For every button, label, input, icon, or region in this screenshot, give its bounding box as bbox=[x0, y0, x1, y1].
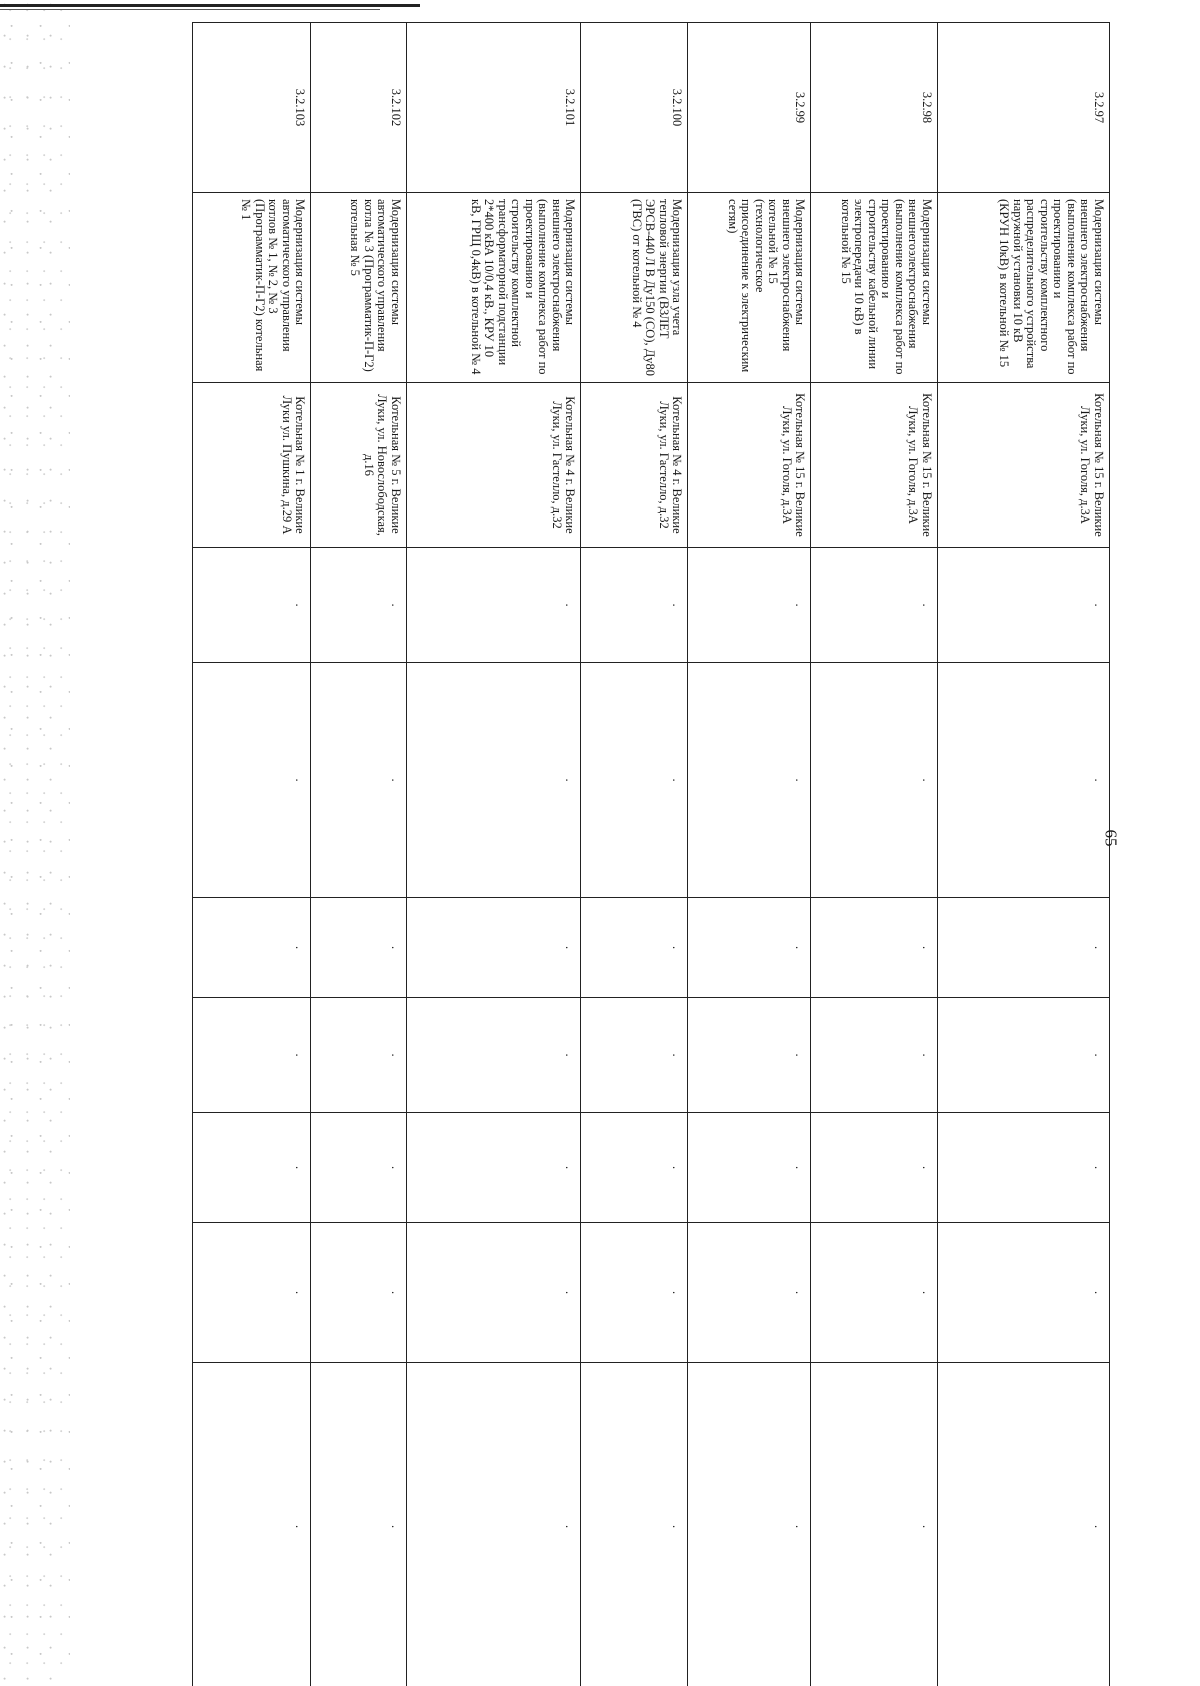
row-description: Модернизация узла учета тепловой энергии (ВЗЛЕТ ЭРСВ-440 Л В Ду150 (СО), Ду80 (ГВС) от котельной № 4 bbox=[581, 193, 688, 383]
scan-top-rule-thin bbox=[0, 9, 380, 10]
table-row bbox=[311, 23, 406, 1686]
empty-value-cell: . bbox=[581, 548, 688, 663]
empty-value-cell: . bbox=[406, 1223, 581, 1363]
row-location: Котельная № 1 г. Великие Луки ул. Пушкина, д.29 А bbox=[193, 383, 311, 548]
table-row bbox=[937, 23, 1109, 1686]
row-location: Котельная № 4 г. Великие Луки, ул. Гастелло, д.32 bbox=[406, 383, 581, 548]
table-row bbox=[193, 23, 311, 1686]
empty-value-cell: . bbox=[688, 998, 811, 1113]
empty-value-cell: . bbox=[193, 998, 311, 1113]
investment-program-table bbox=[192, 22, 1110, 1686]
row-location: Котельная № 15 г. Великие Луки, ул. Гоголя, д.3А bbox=[811, 383, 937, 548]
row-location: Котельная № 15 г. Великие Луки, ул. Гоголя, д.3А bbox=[937, 383, 1109, 548]
empty-value-cell: . bbox=[193, 663, 311, 898]
empty-value-cell: . bbox=[311, 663, 406, 898]
row-number: 3.2.102 bbox=[311, 23, 406, 193]
row-description: Модернизация системы внешнегоэлектроснабжения (выполнение комплекса работ по проектированию и строительству кабельной линии электропередачи 10 кВ) в котельной № 15 bbox=[811, 193, 937, 383]
empty-value-cell: . bbox=[193, 898, 311, 998]
empty-value-cell: . bbox=[688, 1223, 811, 1363]
empty-value-cell: . bbox=[311, 1223, 406, 1363]
empty-value-cell: . bbox=[581, 1223, 688, 1363]
page-number: 65 bbox=[1101, 829, 1121, 847]
row-location: Котельная № 5 г. Великие Луки, ул. Новослободская, д.16 bbox=[311, 383, 406, 548]
row-number: 3.2.97 bbox=[937, 23, 1109, 193]
empty-value-cell: . bbox=[311, 548, 406, 663]
empty-value-cell: . bbox=[581, 1363, 688, 1686]
row-number: 3.2.103 bbox=[193, 23, 311, 193]
row-description: Модернизация системы внешнего электроснабжения (выполнение комплекса работ по проектированию и строительству комплектной трансформаторной подстанции 2*400 кВА 10/0,4 кВ., КРУ 10 кВ, ГРЩ 0,4кВ) в котельной № 4 bbox=[406, 193, 581, 383]
empty-value-cell: . bbox=[811, 1223, 937, 1363]
empty-value-cell: . bbox=[581, 1113, 688, 1223]
rotated-table-container bbox=[192, 22, 1110, 1686]
empty-value-cell: . bbox=[937, 548, 1109, 663]
table-row bbox=[688, 23, 811, 1686]
empty-value-cell: . bbox=[937, 998, 1109, 1113]
empty-value-cell: . bbox=[688, 1363, 811, 1686]
table-row bbox=[811, 23, 937, 1686]
empty-value-cell: . bbox=[311, 1113, 406, 1223]
empty-value-cell: . bbox=[811, 898, 937, 998]
empty-value-cell: . bbox=[811, 1363, 937, 1686]
empty-value-cell: . bbox=[193, 1223, 311, 1363]
row-location: Котельная № 4 г. Великие Луки, ул. Гастелло, д.32 bbox=[581, 383, 688, 548]
empty-value-cell: . bbox=[688, 1113, 811, 1223]
empty-value-cell: . bbox=[688, 548, 811, 663]
row-description: Модернизация системы автоматического управления котла № 3 (Программатик-П-Г2) котельная № 5 bbox=[311, 193, 406, 383]
empty-value-cell: . bbox=[406, 898, 581, 998]
empty-value-cell: . bbox=[688, 663, 811, 898]
empty-value-cell: . bbox=[937, 1113, 1109, 1223]
empty-value-cell: . bbox=[581, 998, 688, 1113]
empty-value-cell: . bbox=[937, 1363, 1109, 1686]
empty-value-cell: . bbox=[406, 998, 581, 1113]
empty-value-cell: . bbox=[937, 663, 1109, 898]
empty-value-cell: . bbox=[937, 898, 1109, 998]
table-row bbox=[581, 23, 688, 1686]
empty-value-cell: . bbox=[811, 1113, 937, 1223]
empty-value-cell: . bbox=[937, 1223, 1109, 1363]
row-description: Модернизация системы автоматического управления котлов № 1, № 2, № 3 (Программатик-П-Г2) котельная № 1 bbox=[193, 193, 311, 383]
empty-value-cell: . bbox=[406, 548, 581, 663]
empty-value-cell: . bbox=[193, 548, 311, 663]
row-location: Котельная № 15 г. Великие Луки, ул. Гоголя, д.3А bbox=[688, 383, 811, 548]
row-number: 3.2.98 bbox=[811, 23, 937, 193]
empty-value-cell: . bbox=[811, 663, 937, 898]
empty-value-cell: . bbox=[193, 1113, 311, 1223]
row-number: 3.2.99 bbox=[688, 23, 811, 193]
empty-value-cell: . bbox=[193, 1363, 311, 1686]
row-number: 3.2.101 bbox=[406, 23, 581, 193]
empty-value-cell: . bbox=[406, 1363, 581, 1686]
empty-value-cell: . bbox=[688, 898, 811, 998]
empty-value-cell: . bbox=[406, 1113, 581, 1223]
row-description: Модернизация системы внешнего электроснабжения котельной № 15 (технологическое присоединение к электрическим сетям) bbox=[688, 193, 811, 383]
empty-value-cell: . bbox=[311, 998, 406, 1113]
row-number: 3.2.100 bbox=[581, 23, 688, 193]
scan-top-rule bbox=[0, 4, 420, 7]
empty-value-cell: . bbox=[811, 548, 937, 663]
rotated-table bbox=[192, 22, 1110, 1686]
row-description: Модернизация системы внешнего электроснабжения (выполнение комплекса работ по проектированию и строительству комплектного распределительного устройства наружной установки 10 кВ (КРУН 10кВ) в котельной № 15 bbox=[937, 193, 1109, 383]
empty-value-cell: . bbox=[581, 663, 688, 898]
table-row bbox=[406, 23, 581, 1686]
empty-value-cell: . bbox=[406, 663, 581, 898]
empty-value-cell: . bbox=[581, 898, 688, 998]
empty-value-cell: . bbox=[311, 1363, 406, 1686]
scan-speckles bbox=[0, 0, 70, 1686]
empty-value-cell: . bbox=[811, 998, 937, 1113]
empty-value-cell: . bbox=[311, 898, 406, 998]
